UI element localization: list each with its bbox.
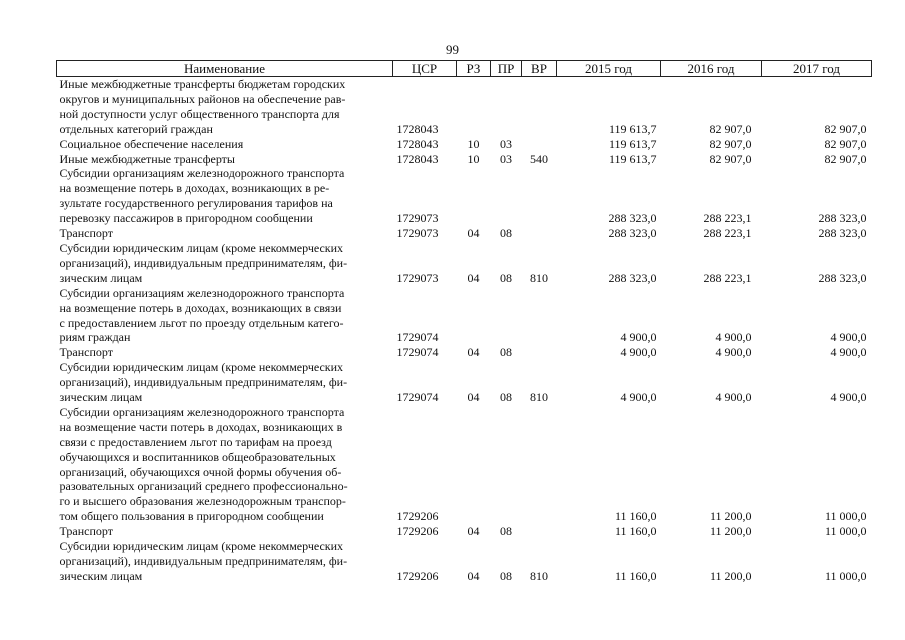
cell-pr — [491, 77, 522, 137]
cell-2015: 11 160,0 — [614, 509, 657, 524]
cell-2016: 11 200,0 — [709, 568, 752, 583]
cell-rz: 04 — [467, 270, 480, 285]
name-line: Субсидии юридическим лицам (кроме некоммерческих — [59, 539, 344, 554]
cell-csr: 1729074 — [396, 345, 439, 360]
cell-rz: 10 — [467, 151, 480, 166]
name-line: с предоставлением льгот по проезду отдельным катего- — [59, 315, 344, 330]
cell-name — [57, 539, 393, 584]
name-line: Транспорт — [59, 524, 113, 539]
cell-name — [57, 152, 393, 167]
name-line: зическим лицам — [59, 568, 143, 583]
cell-csr: 1729206 — [396, 524, 439, 539]
header-2016: 2016 год — [661, 61, 762, 77]
name-line: обучающихся и воспитанников общеобразовательных — [59, 449, 336, 464]
cell-2017: 4 900,0 — [830, 345, 867, 360]
cell-name — [57, 137, 393, 152]
cell-2017: 4 900,0 — [830, 330, 867, 345]
name-line: зультате государственного регулирования тарифов на — [59, 196, 333, 211]
cell-name — [57, 241, 393, 286]
cell-rz — [457, 166, 491, 226]
cell-name — [57, 286, 393, 346]
cell-csr: 1729073 — [396, 211, 439, 226]
cell-2017: 82 907,0 — [824, 121, 867, 136]
cell-name — [57, 345, 393, 360]
cell-csr: 1729206 — [396, 509, 439, 524]
cell-vr: 810 — [530, 568, 548, 583]
name-line: зическим лицам — [59, 270, 143, 285]
name-line: Субсидии организациям железнодорожного транспорта — [59, 285, 345, 300]
name-line: Транспорт — [59, 226, 113, 241]
name-line: организаций), индивидуальным предпринимателям, фи- — [59, 375, 348, 390]
cell-csr: 1728043 — [396, 151, 439, 166]
cell-name — [57, 360, 393, 405]
cell-pr: 08 — [500, 390, 512, 405]
cell-csr: 1729074 — [396, 390, 439, 405]
header-csr: ЦСР — [393, 61, 457, 77]
cell-2016: 288 223,1 — [703, 226, 752, 241]
name-line: организаций), индивидуальным предпринимателям, фи- — [59, 554, 348, 568]
header-name: Наименование — [57, 61, 393, 77]
name-line: ной доступности услуг общественного транспорта для — [59, 106, 340, 121]
cell-vr — [522, 524, 557, 539]
cell-vr — [522, 77, 557, 137]
cell-name — [57, 524, 393, 539]
table-row — [57, 137, 872, 152]
cell-2015: 11 160,0 — [614, 568, 657, 583]
cell-2015: 4 900,0 — [620, 330, 657, 345]
cell-csr: 1729074 — [396, 330, 439, 345]
name-line: отдельных категорий граждан — [59, 121, 213, 136]
cell-pr — [491, 405, 522, 524]
cell-2015: 119 613,7 — [608, 121, 657, 136]
cell-2017: 11 000,0 — [824, 568, 867, 583]
cell-2016: 11 200,0 — [709, 524, 752, 539]
cell-rz: 04 — [467, 226, 480, 241]
cell-rz: 10 — [467, 136, 480, 151]
cell-2015: 288 323,0 — [608, 270, 657, 285]
cell-csr: 1729206 — [396, 568, 439, 583]
cell-2015: 288 323,0 — [608, 226, 657, 241]
cell-pr — [491, 286, 522, 346]
cell-2016: 4 900,0 — [715, 330, 752, 345]
cell-pr: 03 — [500, 151, 512, 166]
cell-name — [57, 77, 393, 137]
name-line: организаций), индивидуальным предпринимателям, фи- — [59, 255, 348, 270]
cell-2016: 288 223,1 — [703, 270, 752, 285]
cell-rz: 04 — [467, 390, 480, 405]
cell-rz — [457, 77, 491, 137]
cell-2017: 4 900,0 — [830, 390, 867, 405]
cell-vr: 810 — [530, 270, 548, 285]
cell-pr: 03 — [500, 136, 512, 151]
cell-2016: 82 907,0 — [709, 136, 752, 151]
cell-name — [57, 405, 393, 524]
cell-rz: 04 — [467, 524, 480, 539]
table-row — [57, 405, 872, 524]
name-line: на возмещение потерь в доходах, возникающих в связи — [59, 300, 342, 315]
name-line: го и высшего образования железнодорожным транспор- — [59, 494, 346, 509]
cell-csr: 1729073 — [396, 270, 439, 285]
table-row — [57, 345, 872, 360]
cell-csr: 1728043 — [396, 136, 439, 151]
cell-2017: 288 323,0 — [818, 211, 867, 226]
table-row — [57, 166, 872, 226]
cell-vr — [522, 226, 557, 241]
name-line: Социальное обеспечение населения — [59, 136, 244, 151]
cell-2016: 4 900,0 — [715, 345, 752, 360]
table-row — [57, 241, 872, 286]
cell-2017: 82 907,0 — [824, 136, 867, 151]
cell-2017: 288 323,0 — [818, 226, 867, 241]
cell-2015: 4 900,0 — [620, 345, 657, 360]
name-line: на возмещение части потерь в доходах, возникающих в — [59, 419, 343, 434]
cell-2017: 82 907,0 — [824, 151, 867, 166]
cell-pr: 08 — [500, 524, 512, 539]
cell-2017: 288 323,0 — [818, 270, 867, 285]
table-row — [57, 286, 872, 346]
table-row — [57, 77, 872, 137]
name-line: Иные межбюджетные трансферты — [59, 151, 235, 166]
cell-vr: 810 — [530, 390, 548, 405]
name-line: Транспорт — [59, 345, 113, 360]
budget-table — [56, 60, 872, 584]
cell-2015: 11 160,0 — [614, 524, 657, 539]
cell-2016: 82 907,0 — [709, 121, 752, 136]
cell-2016: 82 907,0 — [709, 151, 752, 166]
cell-2016: 288 223,1 — [703, 211, 752, 226]
cell-vr — [522, 405, 557, 524]
cell-pr: 08 — [500, 270, 512, 285]
cell-2015: 119 613,7 — [608, 151, 657, 166]
name-line: организаций, обучающихся очной формы обучения об- — [59, 464, 342, 479]
table-row — [57, 152, 872, 167]
header-vr: ВР — [522, 61, 557, 77]
header-pr: ПР — [491, 61, 522, 77]
cell-csr: 1729073 — [396, 226, 439, 241]
name-line: Субсидии юридическим лицам (кроме некоммерческих — [59, 240, 344, 255]
name-line: Субсидии организациям железнодорожного транспорта — [59, 404, 345, 419]
cell-csr: 1728043 — [396, 121, 439, 136]
name-line: на возмещение потерь в доходах, возникающих в ре- — [59, 181, 330, 196]
cell-pr: 08 — [500, 226, 512, 241]
name-line: округов и муниципальных районов на обеспечение рав- — [59, 91, 346, 106]
page-number: 99 — [446, 42, 459, 57]
table-row — [57, 360, 872, 405]
table-row — [57, 524, 872, 539]
name-line: том общего пользования в пригородном сообщении — [59, 509, 324, 524]
cell-vr — [522, 137, 557, 152]
table-header-row — [57, 61, 872, 77]
cell-vr — [522, 166, 557, 226]
cell-rz — [457, 286, 491, 346]
cell-name — [57, 226, 393, 241]
name-line: Субсидии юридическим лицам (кроме некоммерческих — [59, 360, 344, 375]
name-line: Субсидии организациям железнодорожного транспорта — [59, 166, 345, 181]
cell-pr — [491, 166, 522, 226]
cell-2016: 11 200,0 — [709, 509, 752, 524]
table-row — [57, 539, 872, 584]
cell-name — [57, 166, 393, 226]
cell-pr: 08 — [500, 568, 512, 583]
cell-pr: 08 — [500, 345, 512, 360]
header-2015: 2015 год — [557, 61, 661, 77]
name-line: риям граждан — [59, 330, 131, 345]
cell-2015: 4 900,0 — [620, 390, 657, 405]
header-rz: РЗ — [457, 61, 491, 77]
cell-2015: 288 323,0 — [608, 211, 657, 226]
name-line: разовательных организаций среднего профессионально- — [59, 479, 348, 494]
cell-rz — [457, 405, 491, 524]
name-line: связи с предоставлением льгот по тарифам на проезд — [59, 434, 332, 449]
name-line: Иные межбюджетные трансферты бюджетам городских — [59, 77, 346, 91]
cell-vr — [522, 345, 557, 360]
header-2017: 2017 год — [762, 61, 872, 77]
cell-2017: 11 000,0 — [824, 509, 867, 524]
cell-rz: 04 — [467, 345, 480, 360]
table-row — [57, 226, 872, 241]
cell-vr: 540 — [530, 151, 548, 166]
cell-2016: 4 900,0 — [715, 390, 752, 405]
cell-vr — [522, 286, 557, 346]
cell-rz: 04 — [467, 568, 480, 583]
table-body — [57, 77, 872, 584]
cell-2017: 11 000,0 — [824, 524, 867, 539]
cell-2015: 119 613,7 — [608, 136, 657, 151]
name-line: зическим лицам — [59, 390, 143, 405]
name-line: перевозку пассажиров в пригородном сообщении — [59, 211, 313, 226]
